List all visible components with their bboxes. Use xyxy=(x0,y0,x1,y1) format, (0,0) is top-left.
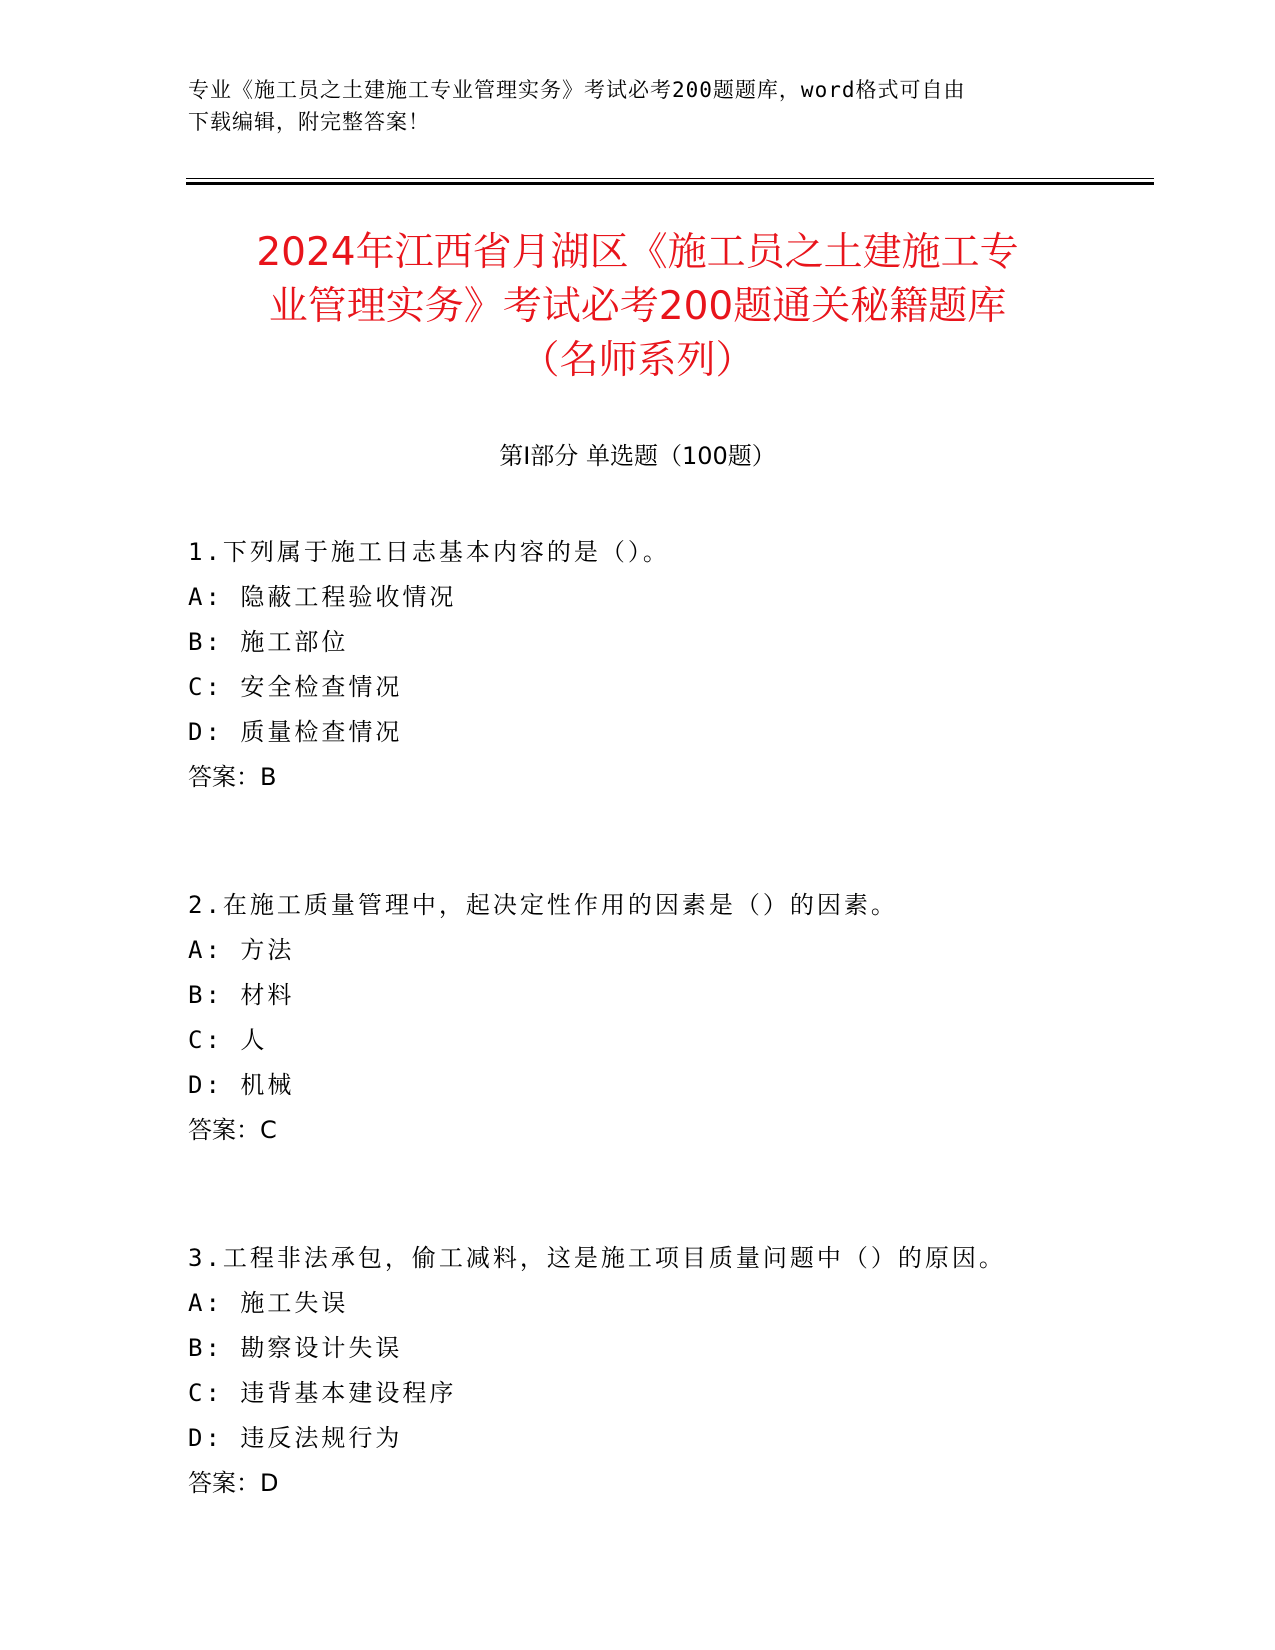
header-divider-thin xyxy=(186,178,1154,179)
header-divider-thick xyxy=(186,182,1154,185)
option-a: A: 隐蔽工程验收情况 xyxy=(188,583,457,611)
option-b: B: 施工部位 xyxy=(188,628,349,656)
title-line-2: 业管理实务》考试必考200题通关秘籍题库 xyxy=(268,284,1007,329)
option-c: C: 违背基本建设程序 xyxy=(188,1379,457,1407)
option-c: C: 安全检查情况 xyxy=(188,673,403,701)
question-spacer xyxy=(188,1153,1138,1236)
question-stem: 3.工程非法承包，偷工减料，这是施工项目质量问题中（）的原因。 xyxy=(188,1244,1006,1272)
header-note xyxy=(188,74,1088,138)
header-note-line-2: 下载编辑，附完整答案！ xyxy=(188,110,430,134)
answer: 答案：D xyxy=(188,1469,279,1497)
option-a: A: 方法 xyxy=(188,936,295,964)
document-title xyxy=(160,226,1115,388)
answer: 答案：C xyxy=(188,1116,277,1144)
question-item xyxy=(188,530,1138,800)
question-stem: 2.在施工质量管理中，起决定性作用的因素是（）的因素。 xyxy=(188,891,898,919)
option-b: B: 勘察设计失误 xyxy=(188,1334,403,1362)
option-c: C: 人 xyxy=(188,1026,268,1054)
header-note-line-1: 专业《施工员之土建施工专业管理实务》考试必考200题题库，word格式可自由 xyxy=(188,78,966,102)
title-line-1: 2024年江西省月湖区《施工员之土建施工专 xyxy=(256,230,1019,275)
option-d: D: 质量检查情况 xyxy=(188,718,403,746)
question-item xyxy=(188,883,1138,1153)
answer: 答案：B xyxy=(188,763,277,791)
question-list xyxy=(188,530,1138,1506)
question-spacer xyxy=(188,800,1138,883)
option-a: A: 施工失误 xyxy=(188,1289,349,1317)
option-d: D: 机械 xyxy=(188,1071,295,1099)
question-stem: 1.下列属于施工日志基本内容的是（）。 xyxy=(188,538,670,566)
section-heading: 第I部分 单选题（100题） xyxy=(499,442,776,470)
option-b: B: 材料 xyxy=(188,981,295,1009)
option-d: D: 违反法规行为 xyxy=(188,1424,403,1452)
question-item xyxy=(188,1236,1138,1506)
title-line-3: （名师系列） xyxy=(520,338,755,383)
